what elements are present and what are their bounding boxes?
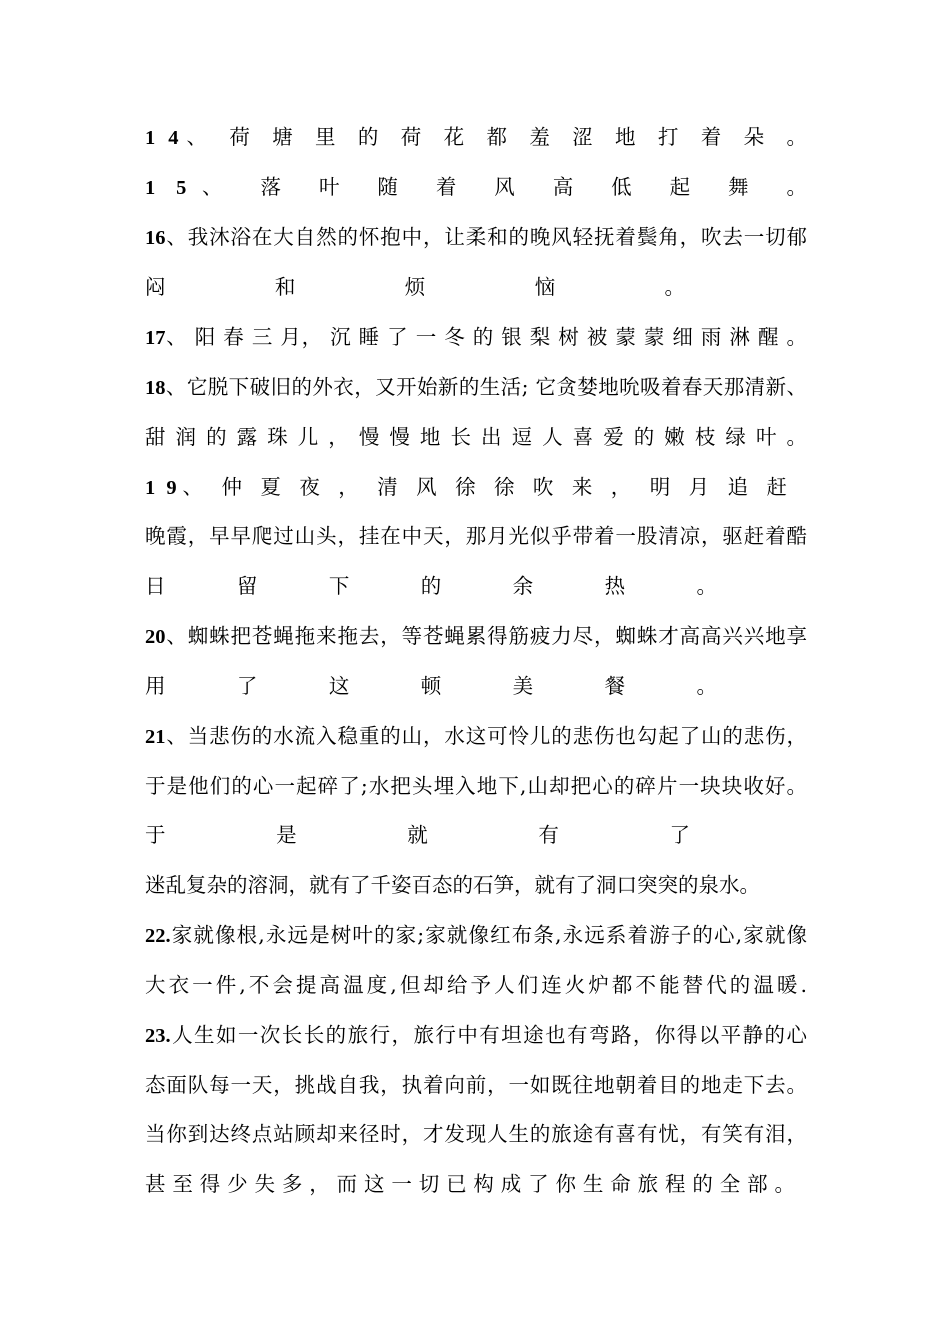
line-text: 当你到达终点站顾却来径时，才发现人生的旅途有喜有忧，有笑有泪， [145,1122,807,1146]
line-text: 用 了 这 顿 美 餐 。 [145,674,717,698]
line-text: 、当悲伤的水流入稳重的山，水这可怜儿的悲伤也勾起了山的悲伤， [165,724,807,748]
text-line-21-cont [145,766,807,806]
text-line-14 [145,117,807,157]
line-text: 晚霞，早早爬过山头，挂在中天，那月光似乎带着一股清凉，驱赶着酷 [145,524,807,548]
text-line-19-end [145,566,717,606]
item-number: 17 [145,327,166,349]
text-line-23-end [145,1164,795,1204]
text-line-19 [145,467,787,507]
item-number: 22. [145,925,171,947]
text-line-21 [145,716,807,756]
line-text: 甜 润 的 露 珠 儿 ， 慢 慢 地 长 出 逗 人 喜 爱 的 嫩 枝 绿 叶 。 [145,425,807,449]
line-text: 、它脱下破旧的外衣，又开始新的生活; 它贪婪地吮吸着春天那清新、 [165,375,807,399]
line-text: 家就像根,永远是树叶的家;家就像红布条,永远系着游子的心,家就像 [170,923,807,947]
text-line-18 [145,367,807,407]
line-text: 、 仲 夏 夜 ， 清 风 徐 徐 吹 来 ， 明 月 追 赶 [176,475,788,499]
line-text: 迷乱复杂的溶洞，就有了千姿百态的石笋，就有了洞口突突的泉水。 [145,873,760,897]
line-text: 、我沐浴在大自然的怀抱中，让柔和的晚风轻抚着鬓角，吹去一切郁 [165,225,807,249]
text-line-20-cont [145,666,717,706]
text-line-23-cont2 [145,1114,807,1154]
line-text: 大衣一件,不会提高温度,但却给予人们连火炉都不能替代的温暖. [145,973,807,997]
line-text: 日 留 下 的 余 热 。 [145,574,717,598]
line-text: 、 落 叶 随 着 风 高 低 起 舞 。 [186,175,807,199]
item-number: 21 [145,726,166,748]
text-line-17 [145,317,807,357]
line-text: 甚 至 得 少 失 多 ， 而 这 一 切 已 构 成 了 你 生 命 旅 程 的 全 部 。 [145,1172,796,1196]
text-line-21-mid [145,815,690,855]
item-number: 1 4 [145,127,179,149]
line-text: 人生如一次长长的旅行，旅行中有坦途也有弯路，你得以平静的心 [170,1023,807,1047]
line-text: 于是他们的心一起碎了;水把头埋入地下,山却把心的碎片一块块收好。 [145,774,807,798]
item-number: 23. [145,1025,171,1047]
text-line-23-cont [145,1065,807,1105]
text-line-21-end [145,865,807,905]
item-number: 1 9 [145,477,177,499]
item-number: 1 5 [145,177,187,199]
line-text: 闷 和 烦 恼 。 [145,275,685,299]
item-number: 16 [145,227,166,249]
text-line-19-cont [145,516,807,556]
text-line-22 [145,915,807,955]
line-text: 、 荷 塘 里 的 荷 花 都 羞 涩 地 打 着 朵 。 [178,125,807,149]
line-text: 态面队每一天，挑战自我，执着向前，一如既往地朝着目的地走下去。 [145,1073,807,1097]
item-number: 20 [145,626,166,648]
line-text: 、蜘蛛把苍蝇拖来拖去，等苍蝇累得筋疲力尽，蜘蛛才高高兴兴地享 [165,624,807,648]
text-line-15 [145,167,807,207]
text-line-18-cont [145,417,807,457]
text-line-16-cont [145,267,685,307]
text-line-22-cont [145,965,807,1005]
line-text: 、 阳 春 三 月， 沉 睡 了 一 冬 的 银 梨 树 被 蒙 蒙 细 雨 淋 醒 。 [165,325,807,349]
text-line-23 [145,1015,807,1055]
text-line-20 [145,616,807,656]
item-number: 18 [145,377,166,399]
line-text: 于 是 就 有 了 [145,823,690,847]
text-line-16 [145,217,807,257]
